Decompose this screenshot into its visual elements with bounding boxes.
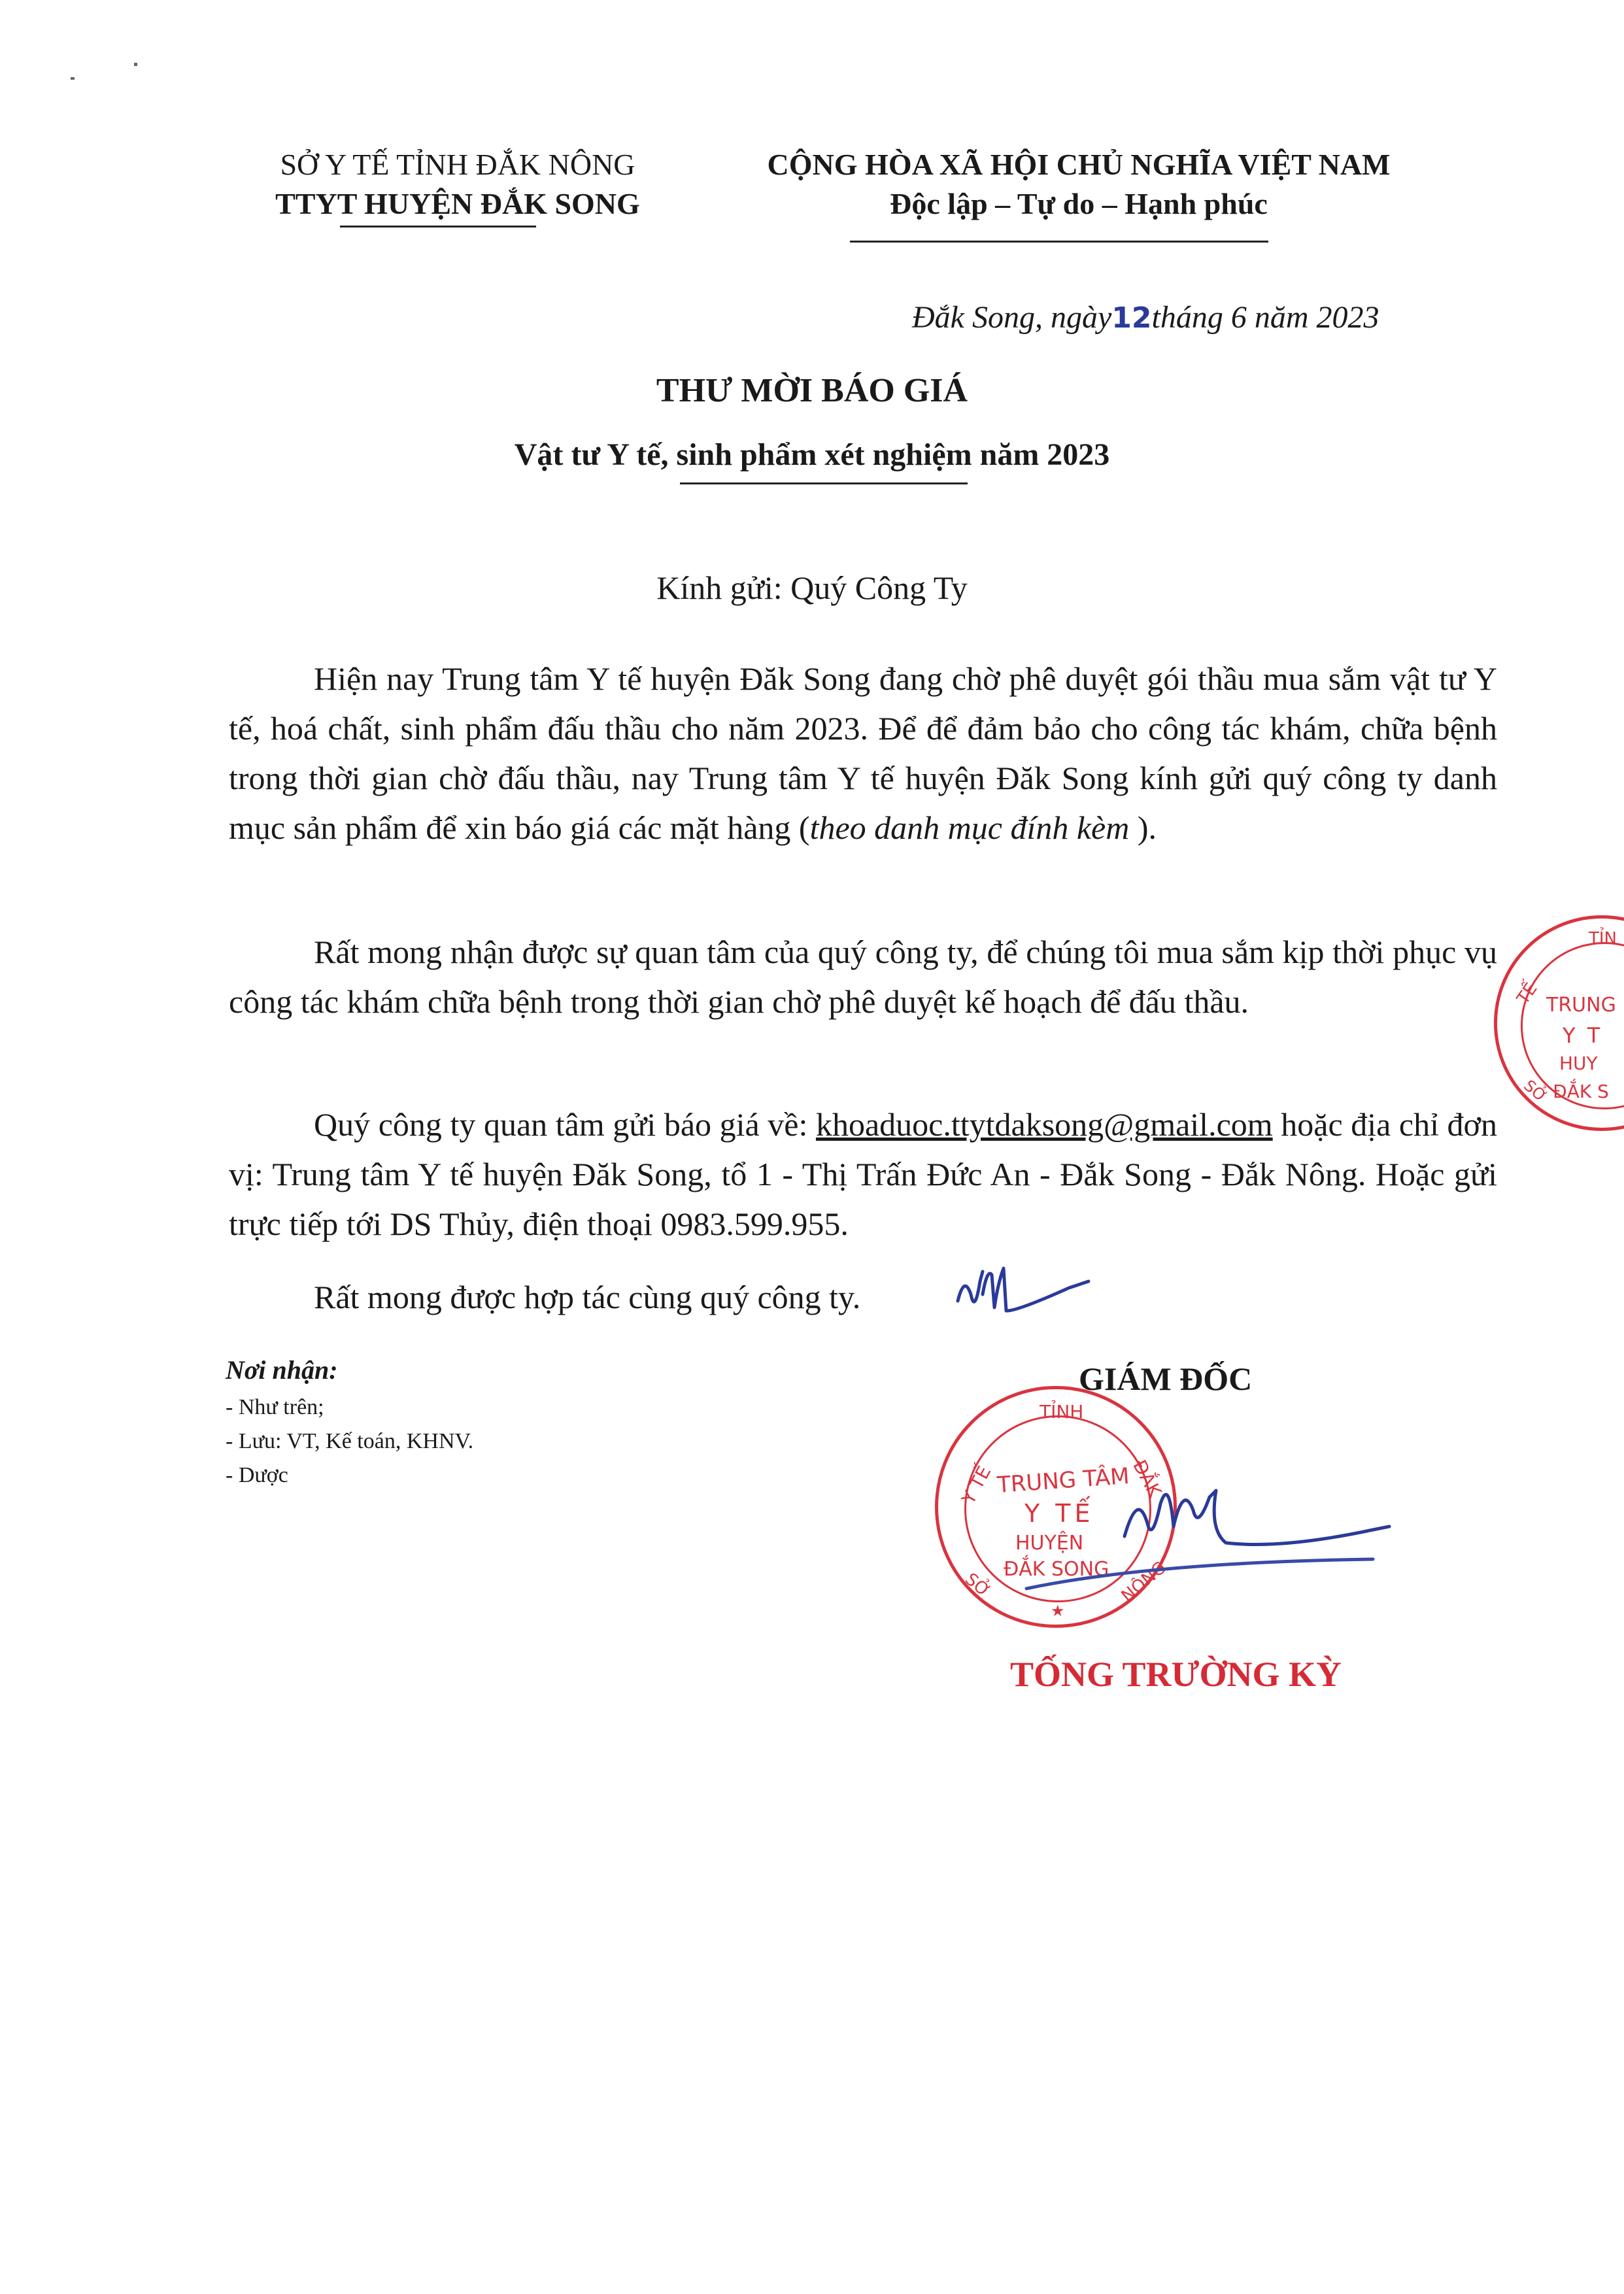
- recipient-item: - Như trên;: [226, 1395, 324, 1419]
- national-motto: Độc lập – Tự do – Hạnh phúc: [890, 187, 1268, 220]
- date-prefix: Đắk Song, ngày: [912, 300, 1112, 335]
- initials-scribble-icon: [951, 1255, 1095, 1334]
- signature-role: GIÁM ĐỐC: [1079, 1360, 1253, 1397]
- contact-email-link[interactable]: khoaduoc.ttytdaksong@gmail.com: [815, 1106, 1273, 1143]
- subtitle-underline: [680, 482, 968, 484]
- paragraph-4-text: Rất mong được hợp tác cùng quý công ty.: [314, 1279, 861, 1315]
- department-name: SỞ Y TẾ TỈNH ĐẮK NÔNG: [280, 148, 635, 181]
- letter-subtitle: Vật tư Y tế, sinh phẩm xét nghiệm năm 2023: [514, 437, 1110, 472]
- date-line: [912, 299, 1379, 335]
- header-left-underline: [340, 226, 536, 228]
- paragraph-1-italic: theo danh mục đính kèm: [809, 809, 1130, 846]
- header-right: [706, 145, 1451, 224]
- paragraph-1-end: ).: [1129, 809, 1157, 846]
- national-title: CỘNG HÒA XÃ HỘI CHỦ NGHĨA VIỆT NAM: [767, 148, 1391, 181]
- official-seal: TỈNH Y TẾ ĐẮK TRUNG TÂM Y TẾ HUYỆN ĐẮK SONG SỞ NÔNG ★: [935, 1386, 1177, 1628]
- paragraph-1: [229, 654, 1497, 852]
- paragraph-3-prefix: Quý công ty quan tâm gửi báo giá về:: [314, 1106, 816, 1143]
- recipients-block: [226, 1355, 473, 1493]
- motto-underline: [850, 241, 1268, 243]
- paragraph-4: [229, 1272, 1497, 1322]
- paragraph-1-text: Hiện nay Trung tâm Y tế huyện Đăk Song đang chờ phê duyệt gói thầu mua sắm vật tư Y tế, hoá chất, sinh phẩm đấu thầu cho năm 2023. Để để đảm bảo cho công tác khám, chữa bệnh trong thời gian chờ đấu thầu, nay Trung tâm Y tế huyện Đăk Song kính gửi quý công ty danh mục sản phẩm để xin báo giá các mặt hàng (: [229, 660, 1497, 846]
- salutation: Kính gửi: Quý Công Ty: [656, 569, 968, 606]
- paragraph-3-rest: hoặc địa chỉ đơn vị: Trung tâm Y tế huyện Đăk Song, tổ 1 - Thị Trấn Đức An - Đắk Song - Đắk Nông. Hoặc gửi trực tiếp tới DS Thủy, điện thoại 0983.599.955.: [229, 1106, 1497, 1242]
- recipient-item: - Lưu: VT, Kế toán, KHNV.: [226, 1429, 474, 1453]
- organization-name: TTYT HUYỆN ĐẮK SONG: [275, 187, 640, 220]
- paragraph-2-text: Rất mong nhận được sự quan tâm của quý công ty, để chúng tôi mua sắm kịp thời phục vụ công tác khám chữa bệnh trong thời gian chờ phê duyệt kế hoạch để đấu thầu.: [229, 934, 1497, 1020]
- recipients-heading: Nơi nhận:: [226, 1355, 338, 1385]
- scan-speck: [71, 77, 75, 80]
- scan-speck: [134, 63, 137, 66]
- paragraph-3: [229, 1100, 1497, 1249]
- signature-line-icon: [1020, 1549, 1386, 1602]
- date-suffix: tháng 6 năm 2023: [1151, 300, 1379, 335]
- signer-name: TỐNG TRƯỜNG KỲ: [1010, 1655, 1342, 1694]
- recipient-item: - Dược: [226, 1463, 288, 1487]
- paragraph-2: [229, 927, 1497, 1026]
- date-day: 12: [1111, 301, 1152, 335]
- header-left: [222, 145, 693, 224]
- edge-seal: TỈN TẾ TRUNG Y T HUY ĐẮK S SỞ: [1494, 915, 1624, 1131]
- letter-title: THƯ MỜI BÁO GIÁ: [656, 372, 968, 409]
